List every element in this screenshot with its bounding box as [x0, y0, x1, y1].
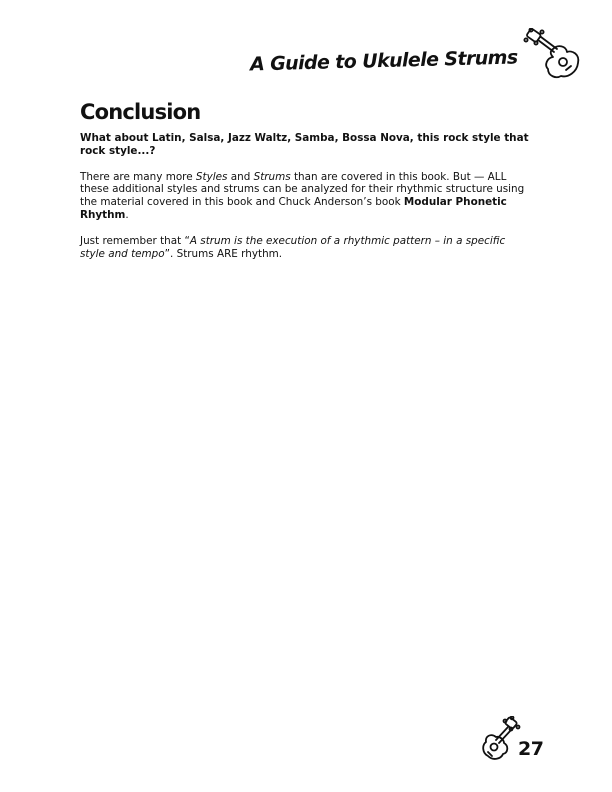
text-span: ”. Strums ARE rhythm.: [164, 247, 283, 260]
text-span: Just remember that “: [80, 234, 190, 247]
text-span: .: [125, 208, 129, 221]
ukulele-icon: [522, 28, 584, 82]
page-footer: [482, 716, 552, 766]
text-span: than are covered in this book. But — ALL these additional styles and strums can be analyzed for their rhythmic structure using the material covered in this book and Chuck Anderson’s book: [80, 170, 525, 209]
main-content: [80, 100, 532, 273]
strum-definition-quote: A strum is the execution of a rhythmic pattern – in a specific style and tempo: [80, 234, 506, 260]
header-title: A Guide to Ukulele Strums: [250, 46, 519, 76]
emphasis-styles: Styles: [195, 170, 228, 183]
page-number: 27: [518, 738, 544, 760]
paragraph-styles: [80, 171, 532, 222]
lead-question: What about Latin, Salsa, Jazz Waltz, Samba, Bossa Nova, this rock style that rock style...?: [80, 132, 529, 157]
running-header: [250, 28, 584, 80]
emphasis-strums: Strums: [253, 170, 291, 183]
text-span: and: [227, 170, 254, 183]
paragraph-remember: [80, 235, 532, 261]
text-span: There are many more: [80, 170, 196, 183]
page-title: Conclusion: [80, 100, 201, 124]
book-title: Modular Phonetic Rhythm: [80, 196, 507, 221]
